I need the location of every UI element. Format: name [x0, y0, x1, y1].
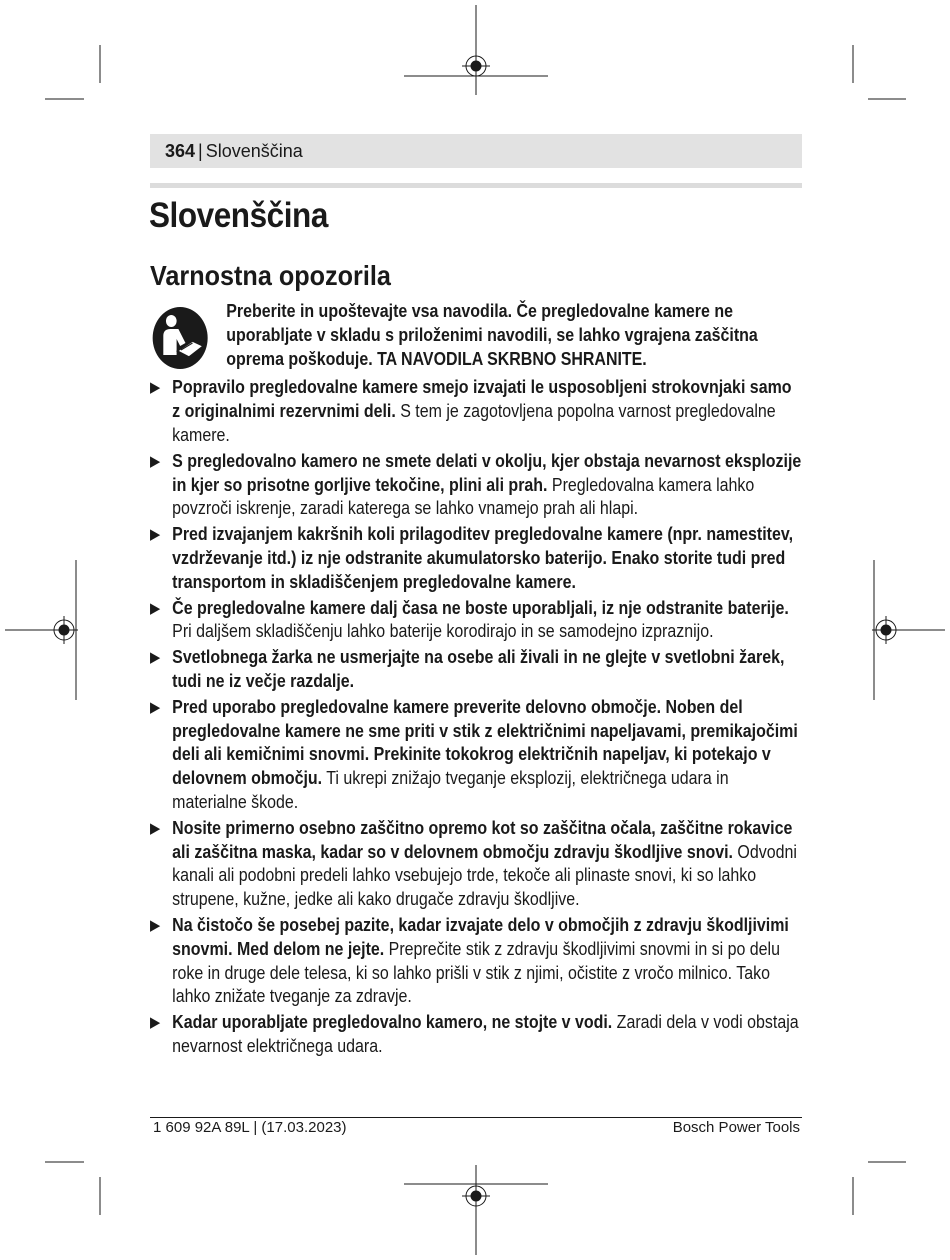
section-title: Varnostna opozorila [150, 260, 391, 291]
footer-divider [150, 1117, 802, 1118]
bullet-arrow-icon: ▶ [150, 379, 161, 397]
safety-content [150, 300, 802, 1061]
list-item [150, 914, 802, 1009]
footer-brand: Bosch Power Tools [672, 1119, 800, 1136]
warning-text: Pregledovalna kamera lahko povzroči iskrenje, zaradi katerega se lahko vnamejo prah ali hlapi. [172, 474, 755, 519]
warning-bold: Svetlobnega žarka ne usmerjajte na osebe ali živali in ne glejte v svetlobni žarek, tudi ne iz večje razdalje. [172, 647, 785, 691]
warning-text: S tem je zagotovljena popolna varnost pregledovalne kamere. [172, 401, 776, 445]
footer-doc-id: 1 609 92A 89L | (17.03.2023) [153, 1119, 347, 1136]
warning-text: Preprečite stik z zdravju škodljivimi snovmi in si po delu roke in druge dele telesa, ki so lahko prišli v stik z njimi, očistite z vročo milnico. Tako lahko znižate tveganje za zdravje. [172, 938, 780, 1007]
header-separator: | [198, 140, 203, 161]
bullet-arrow-icon: ▶ [150, 526, 161, 544]
list-item [150, 817, 802, 912]
list-item [150, 597, 802, 645]
warning-bold: Pred izvajanjem kakršnih koli prilagoditev pregledovalne kamere (npr. namestitev, vzdrževanje itd.) iz nje odstranite akumulatorsko baterijo. Enako storite tudi pred transportom in skladiščenjem pregledovalne kamere. [172, 524, 794, 592]
read-manual-icon [152, 306, 209, 370]
intro-warning [150, 300, 802, 371]
warning-bold: Če pregledovalne kamere dalj časa ne boste uporabljali, iz nje odstranite baterije. [172, 597, 789, 618]
list-item [150, 450, 802, 521]
warning-text: Ti ukrepi znižajo tveganje eksplozij, električnega udara in materialne škode. [172, 768, 729, 812]
bullet-arrow-icon: ▶ [150, 1014, 161, 1032]
running-header [150, 134, 802, 168]
warning-bold: Pred uporabo pregledovalne kamere preverite delovno območje. Noben del pregledovalne kamere ne sme priti v stik z električnimi napeljavami, premikajočimi deli ali kemičnimi snovmi. Prekinite tokokrog električnih napeljav, ki potekajo v delovnem območju. [172, 696, 798, 789]
list-item [150, 376, 802, 447]
warning-bold: Na čistočo še posebej pazite, kadar izvajate delo v območjih z zdravju škodljivimi snovmi. Med delom ne jejte. [172, 914, 789, 959]
list-item [150, 646, 802, 694]
warning-bold: Kadar uporabljate pregledovalno kamero, ne stojte v vodi. [172, 1012, 613, 1033]
warning-text: Zaradi dela v vodi obstaja nevarnost električnega udara. [172, 1012, 799, 1056]
warning-bold: Popravilo pregledovalne kamere smejo izvajati le usposobljeni strokovnjaki samo z originalnimi rezervnimi deli. [172, 377, 792, 422]
intro-text: Preberite in upoštevajte vsa navodila. Če pregledovalne kamere ne uporabljate v skladu s priloženimi navodili, se lahko vgrajena zaščitna oprema poškoduje. TA NAVODILA SKRBNO SHRANITE. [226, 301, 758, 369]
warning-bold: S pregledovalno kamero ne smete delati v okolju, kjer obstaja nevarnost eksplozije in kjer so prisotne gorljive tekočine, plini ali prah. [172, 450, 802, 495]
bullet-arrow-icon: ▶ [150, 599, 161, 617]
list-item [150, 523, 802, 594]
header-language: Slovenščina [205, 140, 303, 161]
page-number: 364 [165, 140, 196, 161]
bullet-arrow-icon: ▶ [150, 649, 161, 667]
warning-text: Odvodni kanali ali podobni predeli lahko vsebujejo trde, tekoče ali plinaste snovi, ki so lahko strupene, kužne, jedke ali kako drugače zdravju škodljive. [172, 841, 797, 910]
bullet-arrow-icon: ▶ [150, 452, 161, 470]
bullet-arrow-icon: ▶ [150, 819, 161, 837]
header-divider [150, 183, 802, 188]
warning-bold: Nosite primerno osebno zaščitno opremo kot so zaščitna očala, zaščitne rokavice ali zaščitna maska, kadar so v delovnem območju zdravju škodljive snovi. [172, 817, 793, 862]
list-item [150, 1011, 802, 1059]
warnings-list [150, 376, 802, 1058]
list-item [150, 696, 802, 815]
bullet-arrow-icon: ▶ [150, 916, 161, 934]
warning-text: Pri daljšem skladiščenju lahko baterije korodirajo in se samodejno izpraznijo. [172, 621, 714, 642]
language-title: Slovenščina [149, 196, 328, 235]
bullet-arrow-icon: ▶ [150, 698, 161, 716]
